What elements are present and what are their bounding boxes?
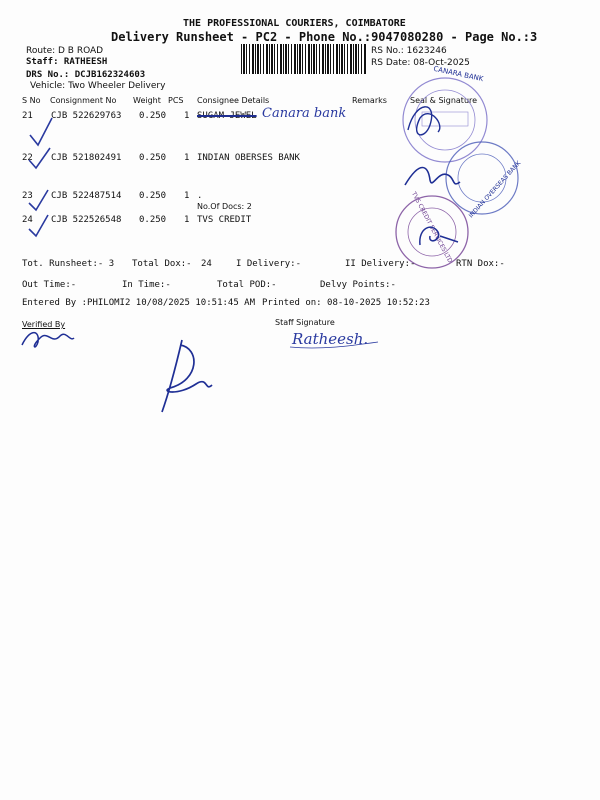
verified-by-signature [22,333,74,347]
vehicle-label: Vehicle: Two Wheeler Delivery [30,81,166,91]
col-header-sno: S No [22,96,41,105]
printed-on: Printed on: 08-10-2025 10:52:23 [262,298,430,308]
bank-stamp-1 [403,78,487,162]
entered-by: Entered By :PHILOMI2 10/08/2025 10:51:45 AM [22,298,255,308]
large-signature [162,340,212,412]
stamp-iob-text: INDIAN OVERSEAS BANK [467,159,523,220]
total-dox-value: 24 [201,259,212,269]
row-21-sno: 21 [22,111,33,121]
ii-delivery-label: II Delivery:- [345,259,416,269]
col-header-consignee: Consignee Details [197,96,270,105]
col-header-weight: Weight [133,96,161,105]
seal-signature-1 [408,107,440,135]
row-21-consignment: CJB 522629763 [51,111,122,121]
route-label: Route: D B ROAD [26,46,104,56]
row-22-sno: 22 [22,153,33,163]
in-time-label: In Time:- [122,280,171,290]
col-header-pcs: PCS [168,96,184,105]
staff-signature-label: Staff Signature [275,318,335,327]
row-22-consignee: INDIAN OBERSES BANK [197,153,300,163]
stamp-tvs-text: TVS CREDIT SERVICES LTD [409,190,454,265]
delivery-points-label: Delvy Points:- [320,280,396,290]
barcode-image [241,44,367,74]
row-21-pcs: 1 [184,111,190,121]
row-21-consignee: SUGAM JEWEL [197,111,257,121]
company-title: THE PROFESSIONAL COURIERS, COIMBATORE [183,18,406,29]
row-24-consignee: TVS CREDIT [197,215,252,225]
seal-signature-2 [405,168,460,186]
row-22-pcs: 1 [184,153,190,163]
staff-label: Staff: RATHEESH [26,57,108,67]
out-time-label: Out Time:- [22,280,77,290]
row-23-consignee: . [197,191,203,201]
row-21-weight: 0.250 [139,111,167,121]
total-pod-label: Total POD:- [217,280,277,290]
stamp-canara-text: CANARA BANK [432,64,484,84]
row-24-weight: 0.250 [139,215,167,225]
runsheet-subtitle: Delivery Runsheet - PC2 - Phone No.:9047080280 - Page No.:3 [111,30,538,44]
row-22-consignment: CJB 521802491 [51,153,122,163]
col-header-consignment: Consignment No [50,96,117,105]
row-24-sno: 24 [22,215,33,225]
drs-number: DRS No.: DCJB162324603 [26,70,146,80]
verified-by-label: Verified By [22,320,66,329]
i-delivery-label: I Delivery:- [236,259,302,269]
rs-number: RS No.: 1623246 [371,46,447,56]
row-23-pcs: 1 [184,191,190,201]
staff-signature-handwritten: Ratheesh. [292,330,369,348]
row-22-weight: 0.250 [139,153,167,163]
total-runsheet: Tot. Runsheet:- 3 [22,259,115,269]
row-24-consignment: CJB 522526548 [51,215,122,225]
total-dox-label: Total Dox:- [132,259,192,269]
row-23-weight: 0.250 [139,191,167,201]
rs-date: RS Date: 08-Oct-2025 [371,58,470,68]
row-24-pcs: 1 [184,215,190,225]
rtn-dox-label: RTN Dox:- [456,259,505,269]
checkmark-icon [30,118,52,145]
col-header-remarks: Remarks [352,96,387,105]
col-header-seal: Seal & Signature [410,96,478,105]
row-23-sno: 23 [22,191,33,201]
row-23-consignment: CJB 522487514 [51,191,122,201]
row-23-docs-note: No.Of Docs: 2 [197,202,252,211]
row-21-handwritten-correction: Canara bank [262,106,347,121]
